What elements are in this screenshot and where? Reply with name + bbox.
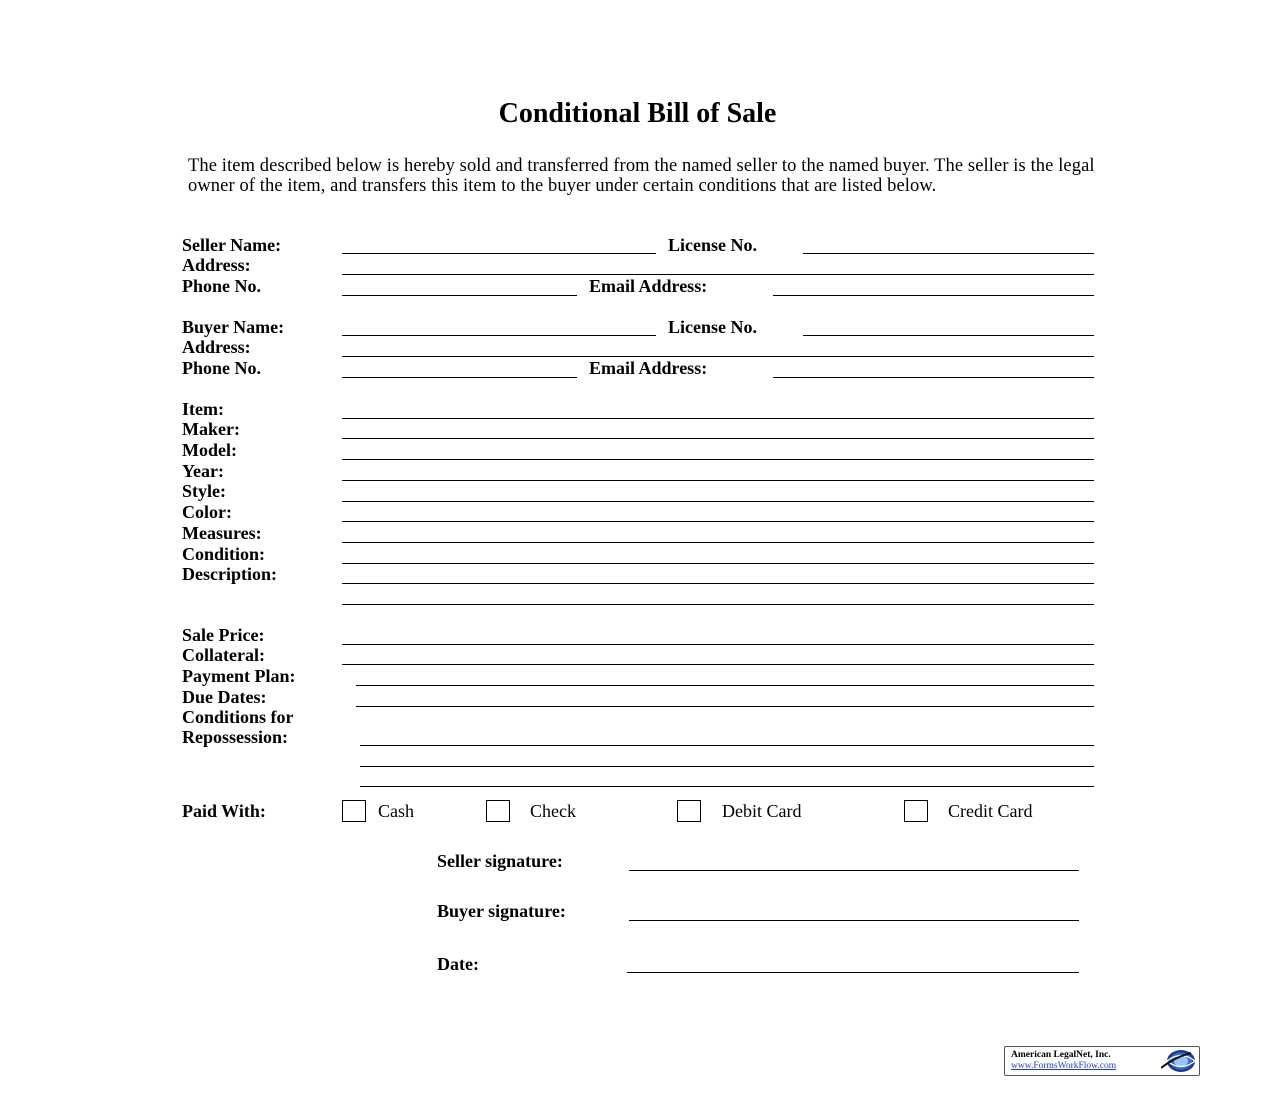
payment-plan-field[interactable] bbox=[356, 685, 1094, 686]
condition-field[interactable] bbox=[342, 563, 1094, 564]
sale-price-field[interactable] bbox=[342, 644, 1094, 645]
model-label: Model: bbox=[182, 440, 237, 460]
measures-label: Measures: bbox=[182, 523, 262, 543]
color-field[interactable] bbox=[342, 521, 1094, 522]
seller-license-label: License No. bbox=[668, 235, 757, 255]
conditions-label-line-2: Repossession: bbox=[182, 727, 289, 747]
payment-plan-label: Payment Plan: bbox=[182, 666, 296, 686]
credit-card-checkbox[interactable] bbox=[904, 800, 928, 822]
description-field[interactable] bbox=[342, 583, 1094, 584]
model-field[interactable] bbox=[342, 459, 1094, 460]
seller-email-field[interactable] bbox=[773, 295, 1094, 296]
footer-url-link[interactable]: www.FormsWorkFlow.com bbox=[1011, 1061, 1117, 1071]
year-label: Year: bbox=[182, 461, 224, 481]
condition-label: Condition: bbox=[182, 544, 266, 564]
due-dates-field[interactable] bbox=[356, 706, 1094, 707]
cash-checkbox[interactable] bbox=[342, 800, 366, 822]
date-field[interactable] bbox=[627, 972, 1079, 973]
check-checkbox[interactable] bbox=[486, 800, 510, 822]
conditions-label-line-1: Conditions for bbox=[182, 707, 294, 727]
buyer-phone-label: Phone No. bbox=[182, 358, 262, 378]
seller-email-label: Email Address: bbox=[589, 276, 708, 296]
buyer-address-field[interactable] bbox=[342, 356, 1094, 357]
seller-phone-field[interactable] bbox=[342, 295, 577, 296]
sale-price-label: Sale Price: bbox=[182, 625, 265, 645]
repossession-conditions-field-line-2[interactable] bbox=[360, 766, 1094, 767]
cash-option-label: Cash bbox=[378, 801, 414, 821]
description-field-line-2[interactable] bbox=[342, 604, 1094, 605]
maker-label: Maker: bbox=[182, 419, 240, 439]
globe-icon bbox=[1161, 1048, 1197, 1074]
paid-with-label: Paid With: bbox=[182, 801, 266, 821]
buyer-license-label: License No. bbox=[668, 317, 757, 337]
buyer-signature-label: Buyer signature: bbox=[437, 901, 566, 921]
repossession-conditions-field-line-3[interactable] bbox=[360, 786, 1094, 787]
seller-address-field[interactable] bbox=[342, 274, 1094, 275]
seller-name-field[interactable] bbox=[342, 253, 656, 254]
buyer-phone-field[interactable] bbox=[342, 377, 577, 378]
buyer-name-field[interactable] bbox=[342, 335, 656, 336]
maker-field[interactable] bbox=[342, 438, 1094, 439]
seller-phone-label: Phone No. bbox=[182, 276, 262, 296]
seller-signature-field[interactable] bbox=[629, 870, 1079, 871]
seller-name-label: Seller Name: bbox=[182, 235, 282, 255]
measures-field[interactable] bbox=[342, 542, 1094, 543]
date-label: Date: bbox=[437, 954, 479, 974]
style-label: Style: bbox=[182, 481, 226, 501]
intro-paragraph: The item described below is hereby sold and transferred from the named seller to the named buyer. The seller is the legal owner of the item, and transfers this item to the buyer under certain conditions that are listed below. bbox=[188, 156, 1095, 196]
debit-card-checkbox[interactable] bbox=[677, 800, 701, 822]
seller-signature-label: Seller signature: bbox=[437, 851, 563, 871]
collateral-field[interactable] bbox=[342, 664, 1094, 665]
seller-address-label: Address: bbox=[182, 255, 251, 275]
seller-license-field[interactable] bbox=[803, 253, 1094, 254]
style-field[interactable] bbox=[342, 501, 1094, 502]
page-title: Conditional Bill of Sale bbox=[498, 98, 777, 129]
footer-logo bbox=[1004, 1046, 1200, 1076]
buyer-signature-field[interactable] bbox=[629, 920, 1079, 921]
check-option-label: Check bbox=[530, 801, 576, 821]
collateral-label: Collateral: bbox=[182, 645, 265, 665]
year-field[interactable] bbox=[342, 480, 1094, 481]
description-label: Description: bbox=[182, 564, 277, 584]
buyer-email-field[interactable] bbox=[773, 377, 1094, 378]
buyer-email-label: Email Address: bbox=[589, 358, 708, 378]
footer-company-name: American LegalNet, Inc. bbox=[1011, 1050, 1111, 1060]
debit-card-option-label: Debit Card bbox=[722, 801, 802, 821]
item-label: Item: bbox=[182, 399, 224, 419]
color-label: Color: bbox=[182, 502, 232, 522]
item-field[interactable] bbox=[342, 418, 1094, 419]
due-dates-label: Due Dates: bbox=[182, 687, 267, 707]
credit-card-option-label: Credit Card bbox=[948, 801, 1033, 821]
repossession-conditions-field[interactable] bbox=[360, 745, 1094, 746]
buyer-name-label: Buyer Name: bbox=[182, 317, 285, 337]
buyer-address-label: Address: bbox=[182, 337, 251, 357]
buyer-license-field[interactable] bbox=[803, 335, 1094, 336]
